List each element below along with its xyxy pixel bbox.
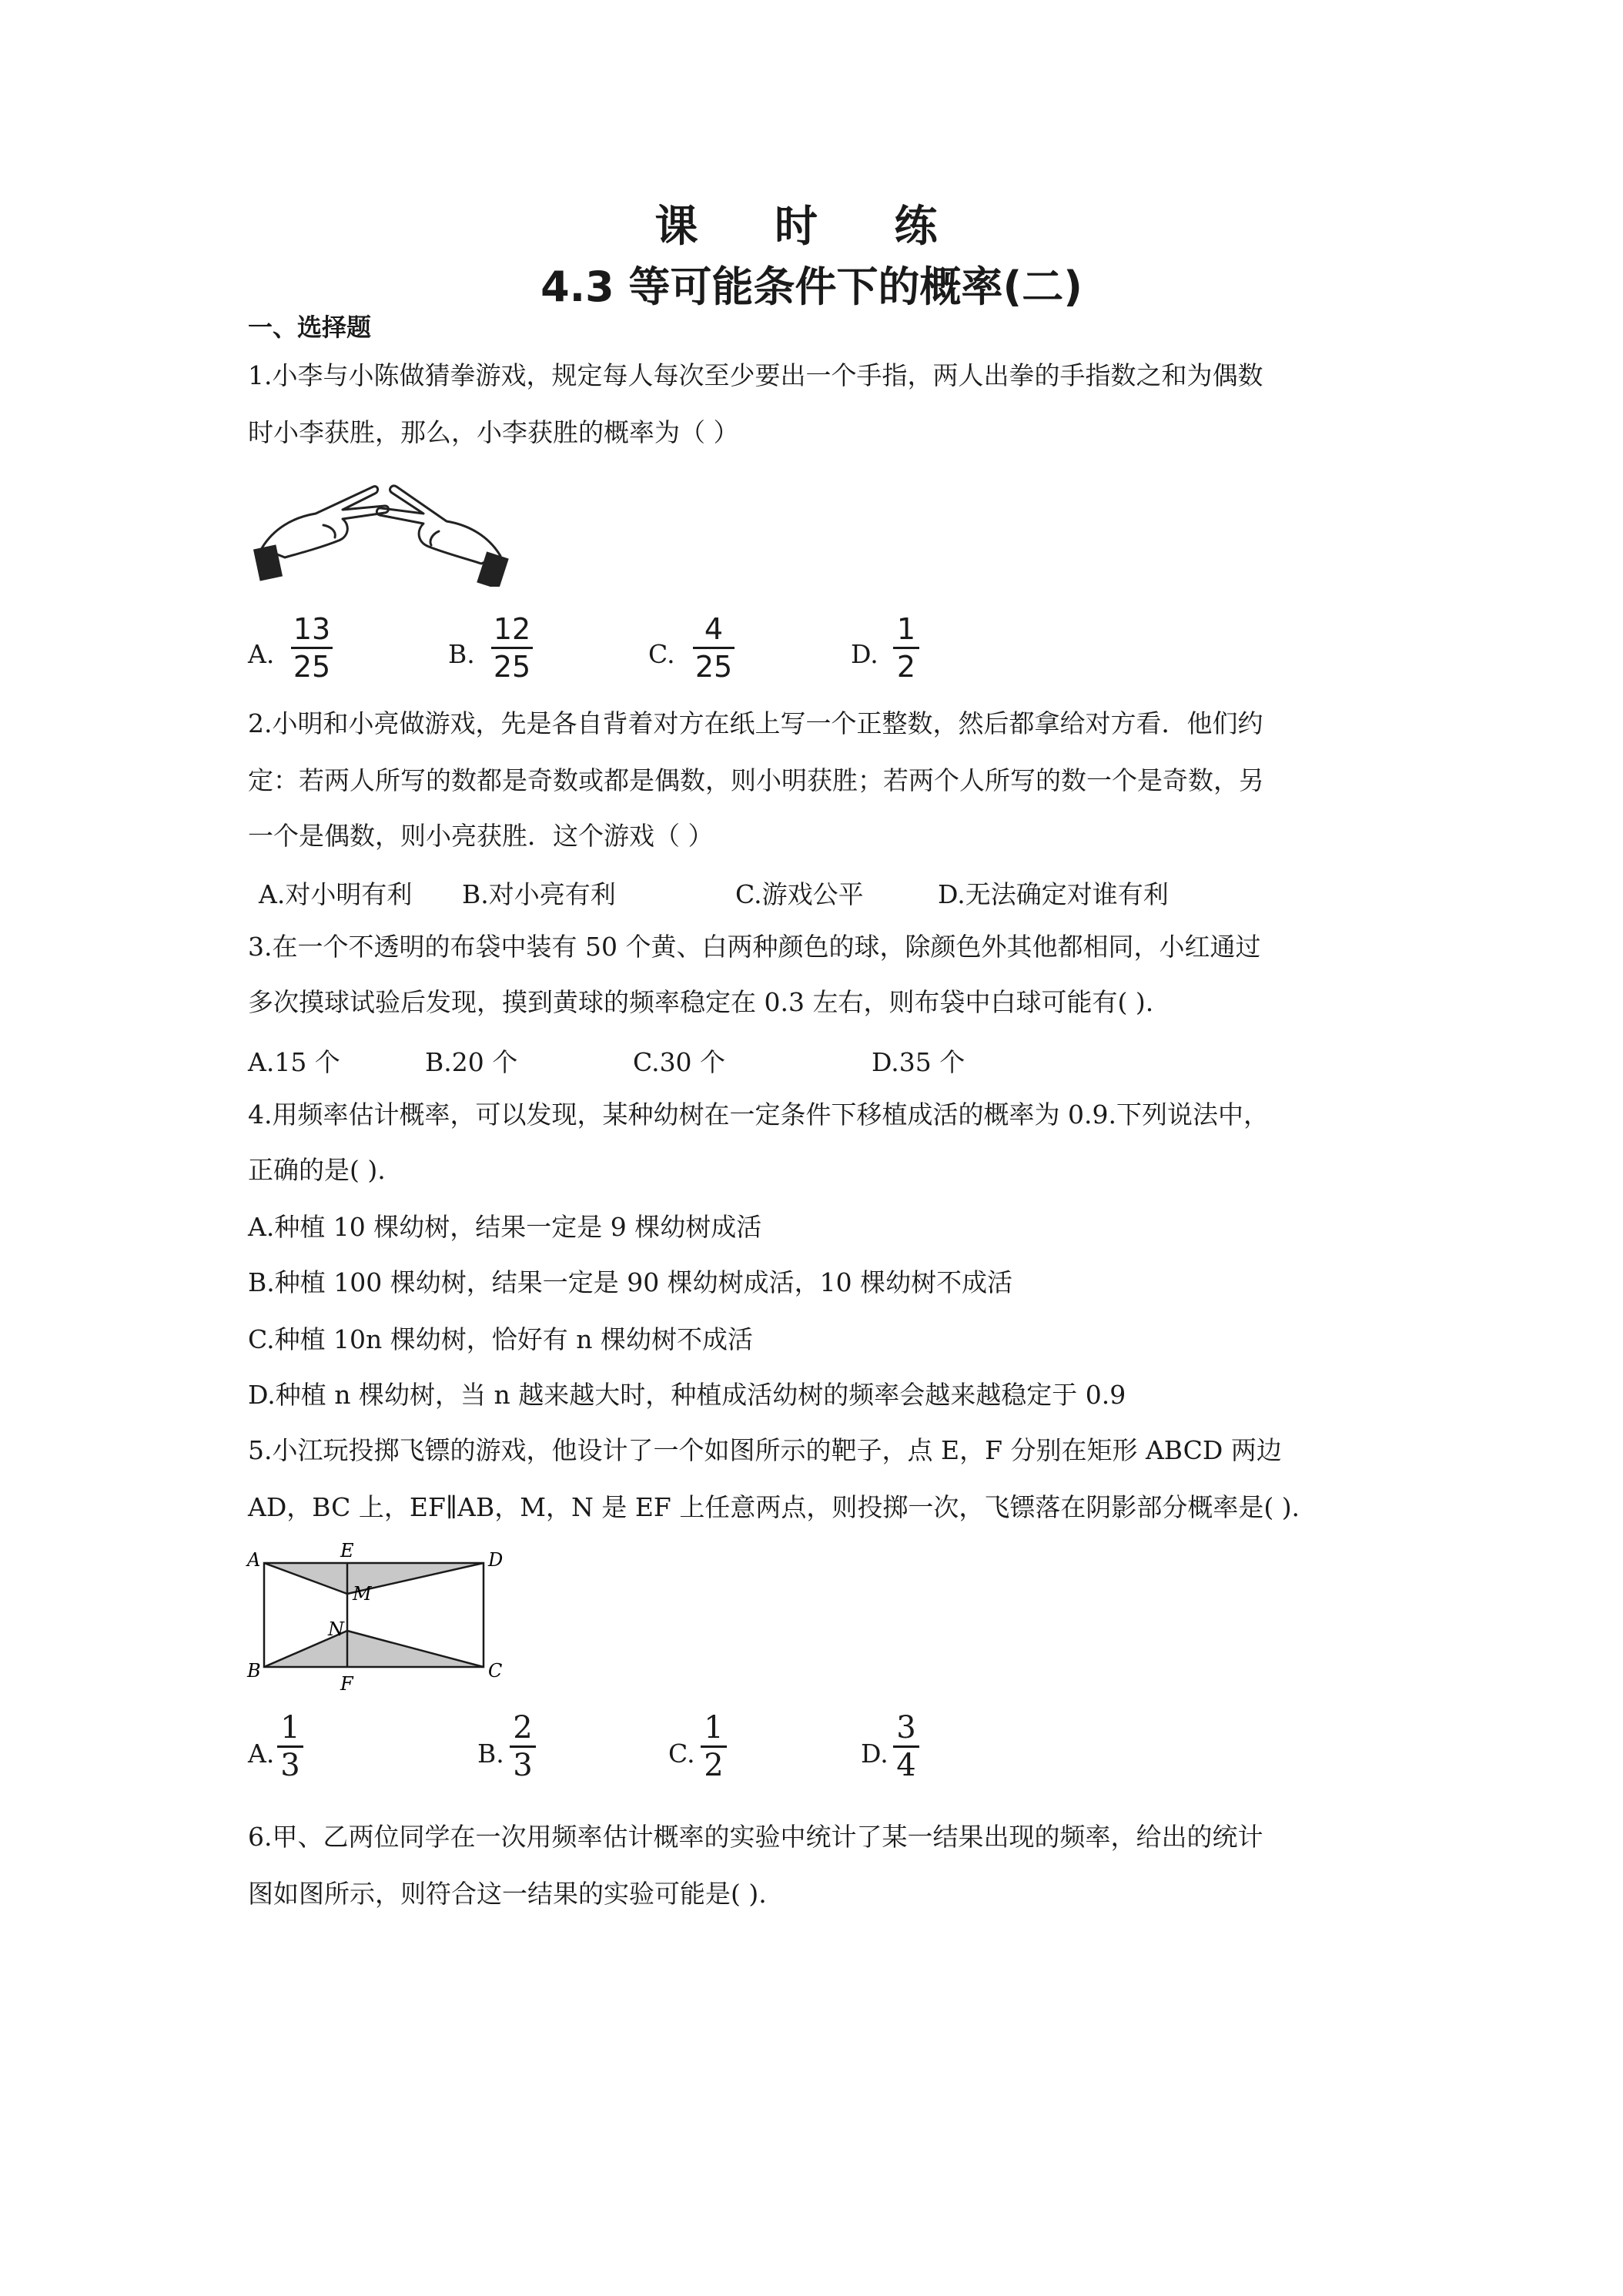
q3-text-line1: 3.在一个不透明的布袋中装有 50 个黄、白两种颜色的球，除颜色外其他都相同，小红通过 xyxy=(248,932,1261,962)
hands-illustration xyxy=(250,471,512,587)
q5-option-c-fraction xyxy=(701,1711,727,1782)
q3-option-b: B.20 个 xyxy=(425,1047,518,1077)
q2-text-line1: 2.小明和小亮做游戏，先是各自背着对方在纸上写一个正整数，然后都拿给对方看．他们约 xyxy=(248,708,1263,738)
q5-option-a-label: A. xyxy=(248,1739,275,1769)
q3-option-d: D.35 个 xyxy=(872,1047,965,1077)
q4-option-b: B.种植 100 棵幼树，结果一定是 90 棵幼树成活，10 棵幼树不成活 xyxy=(248,1267,1013,1297)
q1-option-b-label: B. xyxy=(448,639,475,669)
q3-option-a: A.15 个 xyxy=(248,1047,340,1077)
q1-option-c-label: C. xyxy=(648,639,675,669)
q2-option-c: C.游戏公平 xyxy=(735,879,864,909)
q1-text-line2: 时小李获胜，那么，小李获胜的概率为（ ） xyxy=(248,417,739,447)
q1-option-c-fraction xyxy=(693,612,735,684)
left-cuff xyxy=(253,544,283,581)
label-d: D xyxy=(488,1549,504,1571)
label-a: A xyxy=(247,1549,261,1571)
fraction-denominator: 4 xyxy=(896,1748,916,1783)
label-e: E xyxy=(340,1540,354,1561)
q2-option-b: B.对小亮有利 xyxy=(462,879,616,909)
fraction-numerator: 2 xyxy=(513,1710,533,1745)
q5-option-d-label: D. xyxy=(861,1739,888,1769)
fraction-denominator: 2 xyxy=(896,650,916,684)
q4-option-c: C.种植 10n 棵幼树，恰好有 n 棵幼树不成活 xyxy=(248,1324,754,1354)
fraction-bar xyxy=(893,647,919,649)
q4-option-a: A.种植 10 棵幼树，结果一定是 9 棵幼树成活 xyxy=(248,1212,762,1242)
q5-option-c-label: C. xyxy=(668,1739,695,1769)
fraction-bar xyxy=(693,647,735,649)
label-m: M xyxy=(353,1583,372,1605)
q1-option-d-fraction xyxy=(893,612,919,684)
fraction-bar xyxy=(491,647,533,649)
q1-option-a-label: A. xyxy=(248,639,275,669)
page-subtitle: 4.3 等可能条件下的概率(二) xyxy=(540,263,1083,311)
label-b: B xyxy=(247,1660,261,1682)
q3-text-line2: 多次摸球试验后发现，摸到黄球的频率稳定在 0.3 左右，则布袋中白球可能有( ). xyxy=(248,987,1154,1017)
q1-option-b-fraction xyxy=(491,612,533,684)
q5-text-line1: 5.小江玩投掷飞镖的游戏，他设计了一个如图所示的靶子，点 E，F 分别在矩形 ABCD 两边 xyxy=(248,1435,1282,1465)
page-title: 课 时 练 xyxy=(654,202,969,252)
fraction-numerator: 12 xyxy=(493,612,531,646)
q5-text-line2: AD，BC 上，EF∥AB，M，N 是 EF 上任意两点，则投掷一次，飞镖落在阴影部分概率是( ). xyxy=(248,1492,1300,1522)
q5-option-d-fraction xyxy=(893,1711,919,1782)
q5-option-b-label: B. xyxy=(477,1739,504,1769)
fraction-numerator: 4 xyxy=(704,612,724,646)
fraction-denominator: 2 xyxy=(704,1748,724,1783)
fraction-numerator: 13 xyxy=(293,612,331,646)
section-heading: 一、选择题 xyxy=(248,313,372,342)
q2-text-line3: 一个是偶数，则小亮获胜．这个游戏（ ） xyxy=(248,821,714,851)
fraction-denominator: 3 xyxy=(280,1748,300,1783)
q5-option-b-fraction xyxy=(510,1711,536,1782)
q4-text-line1: 4.用频率估计概率，可以发现，某种幼树在一定条件下移植成活的概率为 0.9.下列说法中， xyxy=(248,1099,1269,1130)
fraction-denominator: 25 xyxy=(293,650,331,684)
q3-option-c: C.30 个 xyxy=(633,1047,726,1077)
q1-option-a-fraction xyxy=(291,612,333,684)
q1-text-line1: 1.小李与小陈做猜拳游戏，规定每人每次至少要出一个手指，两人出拳的手指数之和为偶数 xyxy=(248,360,1263,390)
q4-option-d: D.种植 n 棵幼树，当 n 越来越大时，种植成活幼树的频率会越来越稳定于 0.9 xyxy=(248,1380,1126,1410)
q1-option-d-label: D. xyxy=(851,639,878,669)
fraction-numerator: 1 xyxy=(896,612,916,646)
label-c: C xyxy=(488,1660,503,1682)
fraction-denominator: 25 xyxy=(493,650,531,684)
q5-option-a-fraction xyxy=(277,1711,303,1782)
label-f: F xyxy=(340,1673,353,1694)
q6-text-line2: 图如图所示，则符合这一结果的实验可能是( ). xyxy=(248,1879,767,1909)
q2-option-a: A.对小明有利 xyxy=(259,879,413,909)
fraction-bar xyxy=(291,647,333,649)
fraction-numerator: 1 xyxy=(280,1710,300,1745)
q2-option-d: D.无法确定对谁有利 xyxy=(938,879,1169,909)
fraction-denominator: 25 xyxy=(694,650,733,684)
right-cuff xyxy=(477,551,509,587)
q2-text-line2: 定：若两人所写的数都是奇数或都是偶数，则小明获胜；若两个人所写的数一个是奇数，另 xyxy=(248,765,1264,795)
label-n: N xyxy=(328,1618,344,1640)
q4-text-line2: 正确的是( ). xyxy=(248,1155,386,1185)
dartboard-figure xyxy=(245,1540,522,1694)
fraction-numerator: 1 xyxy=(704,1710,724,1745)
q6-text-line1: 6.甲、乙两位同学在一次用频率估计概率的实验中统计了某一结果出现的频率，给出的统计 xyxy=(248,1822,1263,1852)
fraction-numerator: 3 xyxy=(896,1710,916,1745)
fraction-denominator: 3 xyxy=(513,1748,533,1783)
